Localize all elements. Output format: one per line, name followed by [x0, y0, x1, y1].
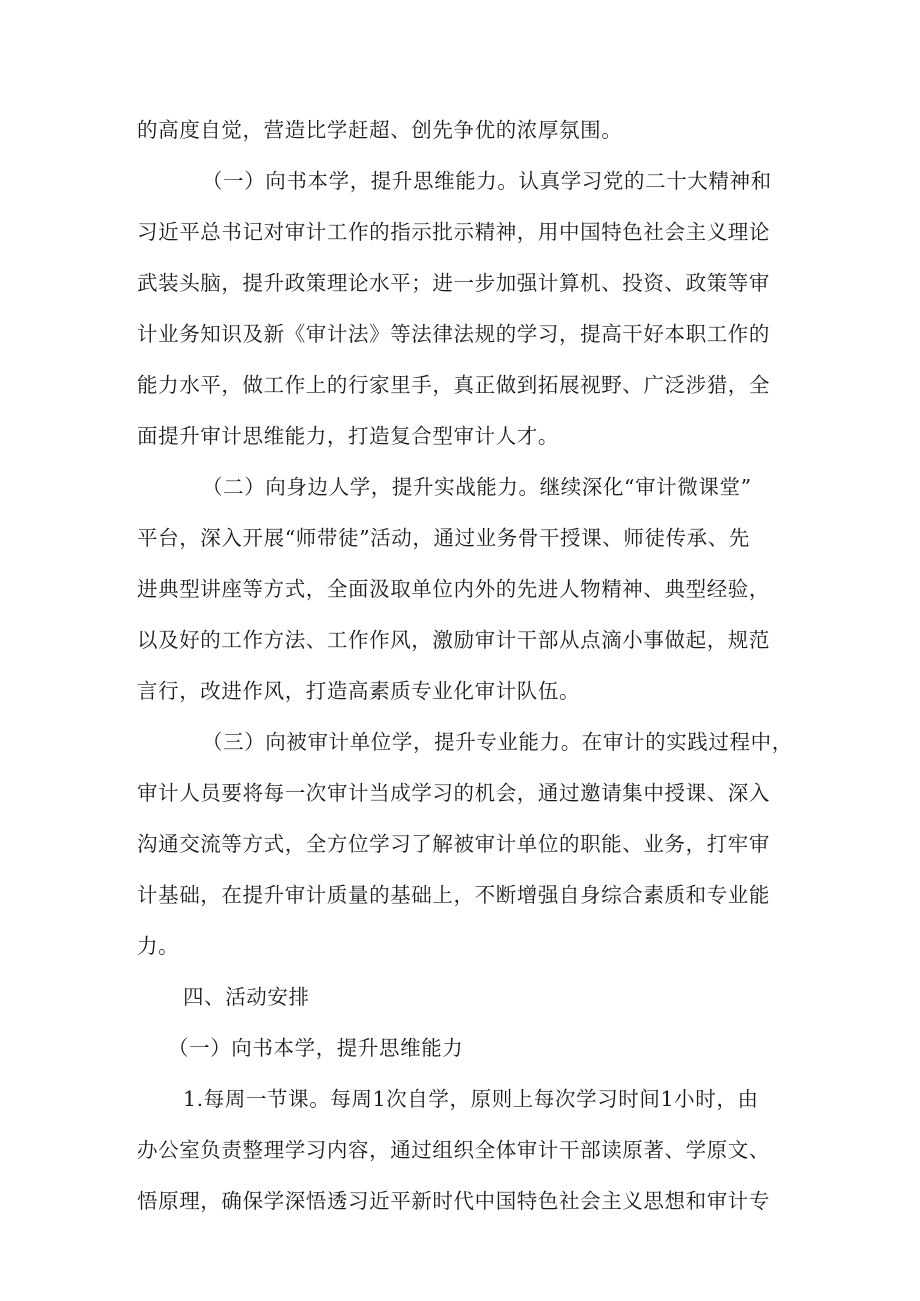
paragraph-line: （二）向身边人学，提升实战能力。继续深化“审计微课堂”	[202, 475, 752, 499]
paragraph-line: 力。	[137, 934, 180, 958]
paragraph-line: 习近平总书记对审计工作的指示批示精神，用中国特色社会主义理论	[137, 220, 770, 244]
paragraph-line: （一）向书本学，提升思维能力。认真学习党的二十大精神和	[202, 169, 772, 193]
paragraph-line: 平台，深入开展“师带徒”活动，通过业务骨干授课、师徒传承、先	[137, 526, 750, 550]
paragraph-line: 沟通交流等方式，全方位学习了解被审计单位的职能、业务，打牢审	[137, 832, 770, 856]
paragraph-line: （三）向被审计单位学，提升专业能力。在审计的实践过程中，	[202, 730, 793, 754]
paragraph-line: 悟原理，确保学深悟透习近平新时代中国特色社会主义思想和审计专	[137, 1189, 770, 1213]
paragraph-line: 1.每周一节课。每周1次自学，原则上每次学习时间1小时，由	[183, 1087, 759, 1111]
paragraph-line: 计基础，在提升审计质量的基础上，不断增强自身综合素质和专业能	[137, 883, 770, 907]
paragraph-line: 能力水平，做工作上的行家里手，真正做到拓展视野、广泛涉猎，全	[137, 373, 770, 397]
paragraph-line: 计业务知识及新《审计法》等法律法规的学习，提高干好本职工作的	[137, 322, 770, 346]
paragraph-line: 进典型讲座等方式，全面汲取单位内外的先进人物精神、典型经验，	[137, 577, 770, 601]
paragraph-line: 面提升审计思维能力，打造复合型审计人才。	[137, 424, 559, 448]
subsection-heading: （一）向书本学，提升思维能力	[168, 1036, 464, 1060]
paragraph-line: 审计人员要将每一次审计当成学习的机会，通过邀请集中授课、深入	[137, 781, 770, 805]
paragraph-line: 以及好的工作方法、工作作风，激励审计干部从点滴小事做起，规范	[137, 628, 770, 652]
paragraph-line: 办公室负责整理学习内容，通过组织全体审计干部读原著、学原文、	[137, 1138, 770, 1162]
paragraph-line: 的高度自觉，营造比学赶超、创先争优的浓厚氛围。	[137, 118, 623, 142]
section-heading: 四、活动安排	[183, 985, 310, 1009]
paragraph-line: 武装头脑，提升政策理论水平；进一步加强计算机、投资、政策等审	[137, 271, 770, 295]
paragraph-line: 言行，改进作风，打造高素质专业化审计队伍。	[137, 679, 581, 703]
